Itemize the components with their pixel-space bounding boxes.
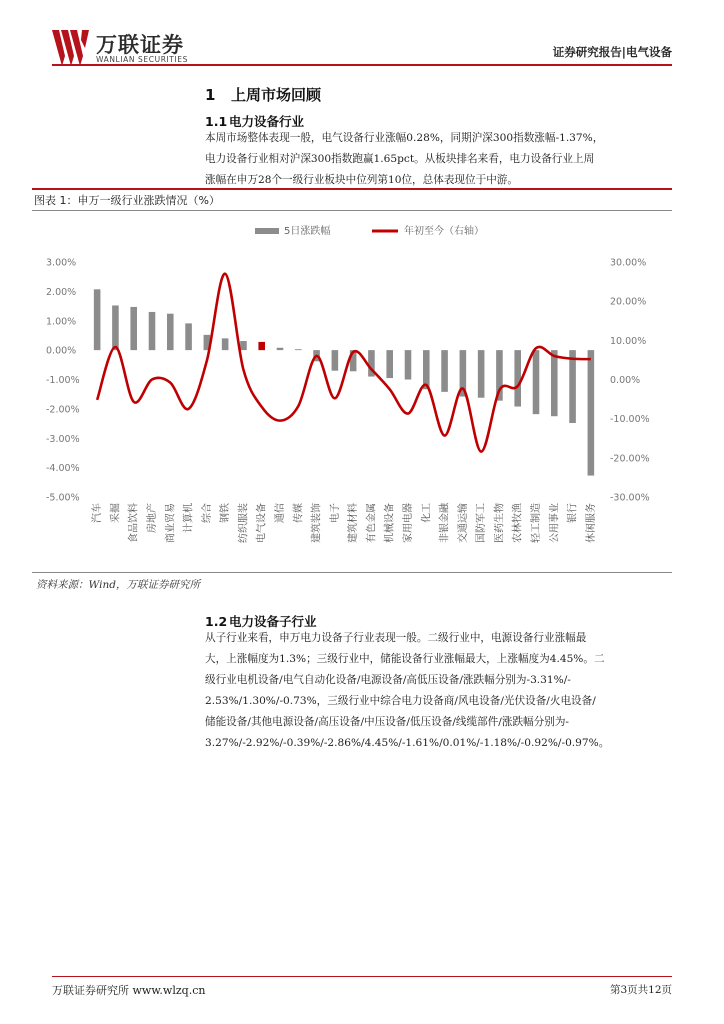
category-label: 家用电器 (403, 503, 414, 543)
subsection-title-text: 电力设备子行业 (229, 614, 317, 629)
category-label: 非银金融 (439, 503, 451, 543)
logo-text-cn: 万联证券 (96, 33, 184, 57)
left-axis-tick-label: -1.00% (46, 375, 80, 386)
legend-bar-label: 5日涨跌幅 (284, 226, 331, 237)
paragraph-line: 大，上涨幅度为1.3%；三级行业中，储能设备行业涨幅最大，上涨幅度为4.45%。二 (205, 653, 605, 665)
chart-legend (255, 224, 484, 237)
figure-title-rule (32, 210, 672, 211)
category-label: 公用事业 (549, 503, 561, 543)
category-label: 纺织服装 (238, 503, 250, 543)
category-label: 国防军工 (476, 503, 488, 543)
paragraph-line: 电力设备行业相对沪深300指数跑赢1.65pct。从板块排名来看，电力设备行业上周 (205, 153, 595, 165)
logo-text-en: WANLIAN SECURITIES (96, 55, 189, 64)
bar-电子 (332, 350, 339, 371)
left-axis-tick-label: -4.00% (46, 463, 80, 475)
subsection-number: 1.1 (205, 114, 228, 129)
category-label: 休闲服务 (585, 503, 597, 543)
bar-电气设备 (258, 342, 265, 350)
bar-计算机 (185, 323, 192, 350)
right-axis-tick-label: 0.00% (610, 375, 641, 386)
paragraph-1 (205, 128, 675, 191)
wanlian-logo-icon (52, 30, 92, 66)
right-axis-tick-label: -10.00% (610, 414, 650, 426)
bar-公用事业 (551, 350, 558, 416)
paragraph-line: 储能设备/其他电源设备/高压设备/中压设备/低压设备/线缆部件/涨跌幅分别为- (205, 716, 569, 728)
section-title (205, 84, 321, 105)
bar-采掘 (112, 305, 119, 350)
figure-bottom-rule (32, 572, 672, 573)
bar-银行 (569, 350, 576, 423)
bar-农林牧渔 (514, 350, 521, 406)
category-label: 采掘 (110, 503, 122, 523)
right-axis-tick-label: 20.00% (610, 296, 647, 308)
left-axis-tick-label: -5.00% (46, 492, 80, 504)
subsection-title-text: 电力设备行业 (229, 114, 305, 129)
category-label: 钢铁 (220, 503, 232, 523)
report-category: 证券研究报告|电气设备 (552, 45, 672, 59)
bar-钢铁 (222, 338, 229, 350)
category-label: 汽车 (92, 503, 104, 523)
bar-食品饮料 (130, 307, 137, 350)
bar-轻工制造 (533, 350, 540, 414)
footer-website: 万联证券研究所 www.wlzq.cn (52, 984, 206, 997)
bar-汽车 (94, 289, 101, 350)
bar-家用电器 (405, 350, 412, 379)
page-header (0, 0, 724, 70)
category-label: 有色金属 (366, 503, 378, 543)
left-axis (46, 258, 80, 504)
category-label: 轻工制造 (531, 503, 542, 543)
category-label: 建筑材料 (348, 503, 360, 543)
category-label: 交通运输 (457, 503, 469, 543)
subsection-number: 1.2 (205, 614, 228, 629)
paragraph-line: 涨幅在申万28个一级行业板块中位列第10位，总体表现位于中游。 (205, 174, 518, 186)
paragraph-line: 2.53%/1.30%/-0.73%，三级行业中综合电力设备商/风电设备/光伏设备/火电设备/ (205, 695, 596, 707)
right-axis-tick-label: 10.00% (610, 335, 647, 347)
category-label: 食品饮料 (128, 503, 140, 543)
paragraph-line: 本周市场整体表现一般，电气设备行业涨幅0.28%，同期沪深300指数涨幅-1.37%， (205, 132, 604, 144)
bar-纺织服装 (240, 341, 247, 350)
right-axis-tick-label: 30.00% (610, 257, 647, 269)
right-axis-tick-label: -20.00% (610, 453, 650, 465)
category-label: 电子 (329, 503, 341, 523)
category-label: 综合 (201, 503, 213, 523)
category-label: 计算机 (183, 503, 195, 533)
bar-非银金融 (441, 350, 448, 392)
paragraph-line: 3.27%/-2.92%/-0.39%/-2.86%/4.45%/-1.61%/0.01%/-1.18%/-0.92%/-0.97%。 (205, 737, 610, 749)
category-label: 银行 (567, 503, 579, 523)
right-axis-tick-label: -30.00% (610, 492, 650, 504)
left-axis-tick-label: -2.00% (46, 404, 80, 416)
category-label: 农林牧渔 (512, 502, 524, 543)
left-axis-tick-label: -3.00% (46, 433, 80, 445)
bar-通信 (277, 348, 284, 350)
bar-传媒 (295, 349, 302, 350)
left-axis-tick-label: 1.00% (46, 316, 77, 328)
industry-performance-chart (32, 212, 672, 570)
category-label: 房地产 (147, 503, 158, 533)
category-label: 建筑装饰 (311, 503, 323, 543)
bar-房地产 (149, 312, 156, 350)
section-title-text: 上周市场回顾 (231, 86, 322, 104)
legend-line-label: 年初至今（右轴） (404, 226, 484, 237)
bar-商业贸易 (167, 314, 174, 350)
category-label: 医药生物 (494, 503, 506, 543)
category-label: 电气设备 (256, 503, 268, 543)
category-label: 机械设备 (384, 503, 396, 543)
category-label: 化工 (421, 503, 433, 523)
bar-化工 (423, 350, 430, 389)
right-axis (610, 258, 650, 504)
paragraph-2 (205, 628, 675, 754)
header-divider (52, 64, 672, 66)
company-logo (52, 28, 202, 68)
category-label: 通信 (275, 503, 286, 523)
paragraph-line: 级行业电机设备/电气自动化设备/电源设备/高低压设备/涨跌幅分别为-3.31%/- (205, 674, 571, 686)
left-axis-tick-label: 0.00% (46, 345, 77, 357)
category-label: 传媒 (293, 503, 305, 523)
bar-机械设备 (386, 350, 393, 378)
figure-source: 资料来源：Wind，万联证券研究所 (36, 579, 200, 591)
section-number: 1 (205, 86, 216, 104)
paragraph-line: 从子行业来看，申万电力设备子行业表现一般。二级行业中，电源设备行业涨幅最 (205, 632, 587, 644)
left-axis-tick-label: 3.00% (46, 257, 77, 269)
left-axis-tick-label: 2.00% (46, 286, 77, 298)
category-label: 商业贸易 (165, 503, 177, 543)
page-number: 第3页共12页 (609, 984, 672, 996)
footer-divider (52, 976, 672, 977)
legend-bar-swatch (255, 228, 279, 234)
figure-title: 图表 1：申万一级行业涨跌情况（%） (34, 194, 220, 207)
category-labels (91, 502, 597, 543)
figure-top-rule (32, 188, 672, 190)
bar-休闲服务 (588, 350, 595, 475)
bar-国防军工 (478, 350, 485, 398)
